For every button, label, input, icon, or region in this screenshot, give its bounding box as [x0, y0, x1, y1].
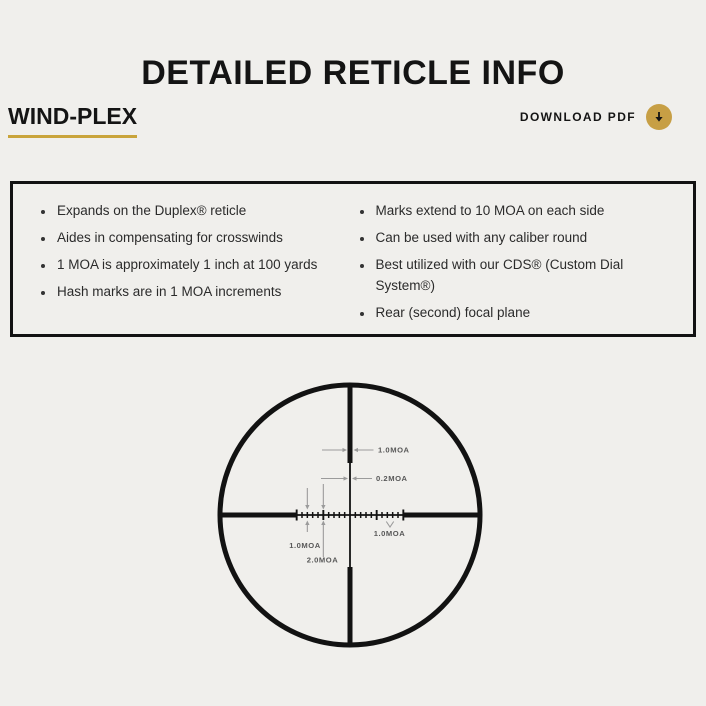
- crosshair-width-label: 0.2MOA: [376, 474, 408, 484]
- bullet-list-left: [35, 200, 354, 302]
- info-column-right: [354, 200, 686, 334]
- bullet-list-right: [354, 200, 686, 323]
- post-width-label: 1.0MOA: [378, 445, 410, 455]
- bullet-item: • Marks extend to 10 MOA on each side: [374, 200, 686, 221]
- bullet-item: • Hash marks are in 1 MOA increments: [55, 281, 354, 302]
- annotation-hash-spacing: [374, 522, 406, 539]
- info-column-left: [35, 200, 354, 334]
- reticle-diagram: [215, 380, 485, 650]
- annotation-crosshair-width: [321, 474, 408, 483]
- annotation-post-width: [322, 446, 410, 455]
- short-hash-label: 1.0MOA: [289, 541, 321, 550]
- bullet-item: • Can be used with any caliber round: [374, 227, 686, 248]
- annotation-short-hash: [289, 488, 321, 550]
- chevron-v-icon: [386, 522, 393, 528]
- bullet-item: • Expands on the Duplex® reticle: [55, 200, 354, 221]
- download-pdf-control[interactable]: [520, 103, 672, 131]
- bullet-item: • Rear (second) focal plane: [374, 302, 686, 323]
- down-arrow-icon: [653, 111, 665, 123]
- tall-hash-label: 2.0MOA: [306, 555, 339, 565]
- hash-spacing-label: 1.0MOA: [373, 529, 406, 538]
- page-title: DETAILED RETICLE INFO: [141, 54, 565, 92]
- bullet-item: • Aides in compensating for crosswinds: [55, 227, 354, 248]
- bullet-item: • 1 MOA is approximately 1 inch at 100 yards: [55, 254, 354, 275]
- download-pdf-button[interactable]: [646, 104, 672, 130]
- bullet-item: • Best utilized with our CDS® (Custom Dial System®): [374, 254, 686, 296]
- annotation-tall-hash: [307, 484, 339, 565]
- download-pdf-label[interactable]: DOWNLOAD PDF: [519, 110, 636, 124]
- reticle-name-heading: WIND-PLEX: [8, 103, 137, 138]
- reticle-info-box: [10, 181, 696, 337]
